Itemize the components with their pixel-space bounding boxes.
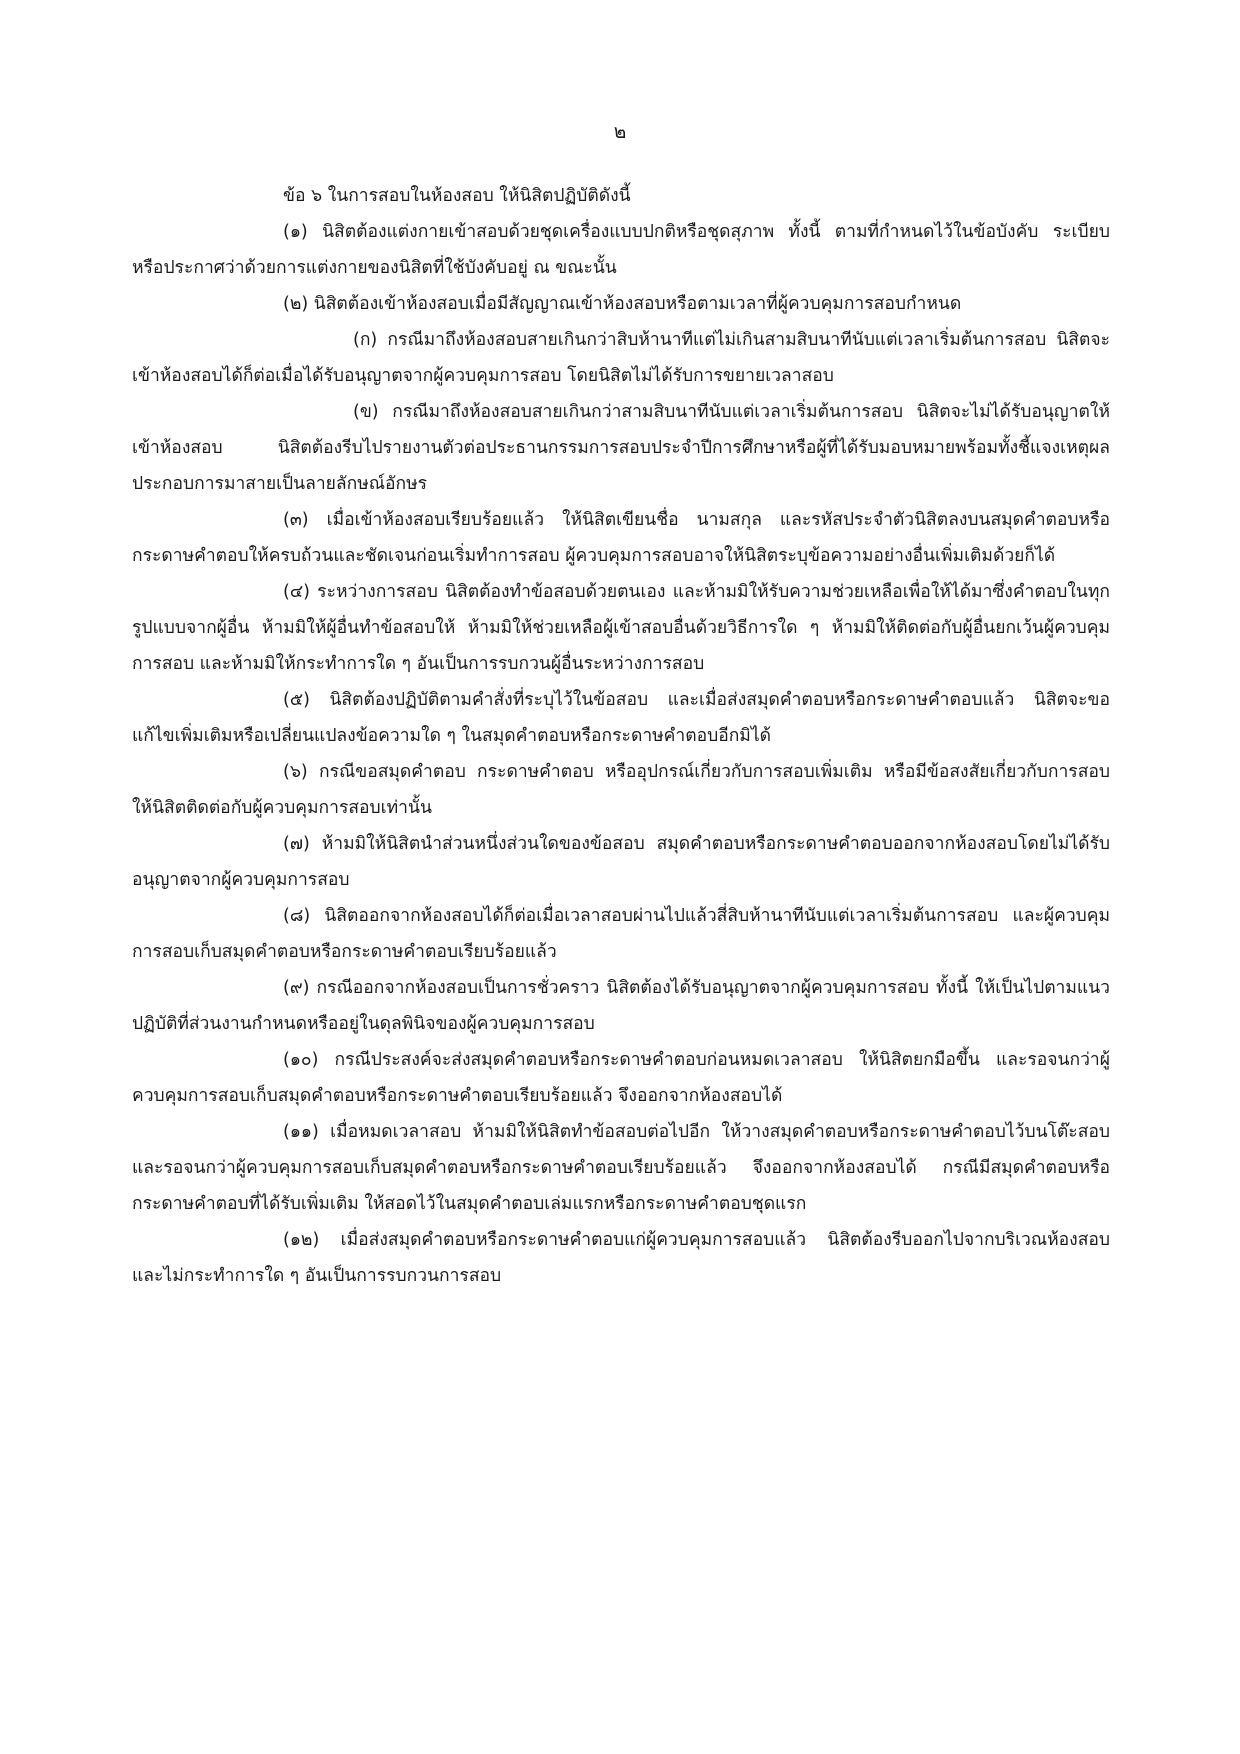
clause-2-subitem-b: (ข) กรณีมาถึงห้องสอบสายเกินกว่าสามสิบนาทีนับแต่เวลาเริ่มต้นการสอบ นิสิตจะไม่ได้รับอนุญาตให้เข้าห้องสอบ นิสิตต้องรีบไปรายงานตัวต่อประธานกรรมการสอบประจำปีการศึกษาหรือผู้ที่ได้รับมอบหมายพร้อมทั้งชี้แจงเหตุผลประกอบการมาสายเป็นลายลักษณ์อักษร [132,402,1110,494]
article-heading: ข้อ ๖ ในการสอบในห้องสอบ ให้นิสิตปฏิบัติดังนี้ [283,186,631,206]
page-number: ๒ [613,121,627,143]
clause-2-subitem-a: (ก) กรณีมาถึงห้องสอบสายเกินกว่าสิบห้านาทีแต่ไม่เกินสามสิบนาทีนับแต่เวลาเริ่มต้นการสอบ นิสิตจะเข้าห้องสอบได้ก็ต่อเมื่อได้รับอนุญาตจากผู้ควบคุมการสอบ โดยนิสิตไม่ได้รับการขยายเวลาสอบ [132,330,1110,386]
clause-12: (๑๒) เมื่อส่งสมุดคำตอบหรือกระดาษคำตอบแก่ผู้ควบคุมการสอบแล้ว นิสิตต้องรีบออกไปจากบริเวณห้องสอบ และไม่กระทำการใด ๆ อันเป็นการรบกวนการสอบ [132,1230,1110,1286]
clause-9: (๙) กรณีออกจากห้องสอบเป็นการชั่วคราว นิสิตต้องได้รับอนุญาตจากผู้ควบคุมการสอบ ทั้งนี้ ให้เป็นไปตามแนวปฏิบัติที่ส่วนงานกำหนดหรืออยู่ในดุลพินิจของผู้ควบคุมการสอบ [132,978,1110,1034]
clause-3: (๓) เมื่อเข้าห้องสอบเรียบร้อยแล้ว ให้นิสิตเขียนชื่อ นามสกุล และรหัสประจำตัวนิสิตลงบนสมุดคำตอบหรือกระดาษคำตอบให้ครบถ้วนและชัดเจนก่อนเริ่มทำการสอบ ผู้ควบคุมการสอบอาจให้นิสิตระบุข้อความอย่างอื่นเพิ่มเติมด้วยก็ได้ [132,510,1110,566]
clause-11: (๑๑) เมื่อหมดเวลาสอบ ห้ามมิให้นิสิตทำข้อสอบต่อไปอีก ให้วางสมุดคำตอบหรือกระดาษคำตอบไว้บนโต๊ะสอบ และรอจนกว่าผู้ควบคุมการสอบเก็บสมุดคำตอบหรือกระดาษคำตอบเรียบร้อยแล้ว จึงออกจากห้องสอบได้ กรณีมีสมุดคำตอบหรือกระดาษคำตอบที่ได้รับเพิ่มเติม ให้สอดไว้ในสมุดคำตอบเล่มแรกหรือกระดาษคำตอบชุดแรก [132,1122,1110,1214]
clause-5: (๕) นิสิตต้องปฏิบัติตามคำสั่งที่ระบุไว้ในข้อสอบ และเมื่อส่งสมุดคำตอบหรือกระดาษคำตอบแล้ว นิสิตจะขอแก้ไขเพิ่มเติมหรือเปลี่ยนแปลงข้อความใด ๆ ในสมุดคำตอบหรือกระดาษคำตอบอีกมิได้ [132,690,1110,746]
clause-6: (๖) กรณีขอสมุดคำตอบ กระดาษคำตอบ หรืออุปกรณ์เกี่ยวกับการสอบเพิ่มเติม หรือมีข้อสงสัยเกี่ยวกับการสอบ ให้นิสิตติดต่อกับผู้ควบคุมการสอบเท่านั้น [132,762,1110,818]
clause-8: (๘) นิสิตออกจากห้องสอบได้ก็ต่อเมื่อเวลาสอบผ่านไปแล้วสี่สิบห้านาทีนับแต่เวลาเริ่มต้นการสอบ และผู้ควบคุมการสอบเก็บสมุดคำตอบหรือกระดาษคำตอบเรียบร้อยแล้ว [132,906,1110,962]
clause-2: (๒) นิสิตต้องเข้าห้องสอบเมื่อมีสัญญาณเข้าห้องสอบหรือตามเวลาที่ผู้ควบคุมการสอบกำหนด [283,294,962,314]
clause-1: (๑) นิสิตต้องแต่งกายเข้าสอบด้วยชุดเครื่องแบบปกติหรือชุดสุภาพ ทั้งนี้ ตามที่กำหนดไว้ในข้อบังคับ ระเบียบ หรือประกาศว่าด้วยการแต่งกายของนิสิตที่ใช้บังคับอยู่ ณ ขณะนั้น [132,222,1110,278]
clause-10: (๑๐) กรณีประสงค์จะส่งสมุดคำตอบหรือกระดาษคำตอบก่อนหมดเวลาสอบ ให้นิสิตยกมือขึ้น และรอจนกว่าผู้ควบคุมการสอบเก็บสมุดคำตอบหรือกระดาษคำตอบเรียบร้อยแล้ว จึงออกจากห้องสอบได้ [132,1050,1110,1106]
clause-4: (๔) ระหว่างการสอบ นิสิตต้องทำข้อสอบด้วยตนเอง และห้ามมิให้รับความช่วยเหลือเพื่อให้ได้มาซึ่งคำตอบในทุกรูปแบบจากผู้อื่น ห้ามมิให้ผู้อื่นทำข้อสอบให้ ห้ามมิให้ช่วยเหลือผู้เข้าสอบอื่นด้วยวิธีการใด ๆ ห้ามมิให้ติดต่อกับผู้อื่นยกเว้นผู้ควบคุมการสอบ และห้ามมิให้กระทำการใด ๆ อันเป็นการรบกวนผู้อื่นระหว่างการสอบ [132,582,1110,674]
document-body [132,178,1110,1294]
clause-7: (๗) ห้ามมิให้นิสิตนำส่วนหนึ่งส่วนใดของข้อสอบ สมุดคำตอบหรือกระดาษคำตอบออกจากห้องสอบโดยไม่ได้รับอนุญาตจากผู้ควบคุมการสอบ [132,834,1110,890]
